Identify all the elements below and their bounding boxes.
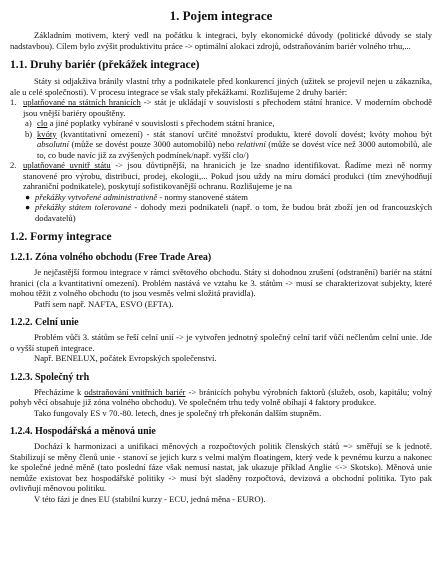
bullet-rest: - normy stanovené státem — [157, 191, 248, 202]
page-title: 1. Pojem integrace — [169, 8, 273, 23]
list-item-text — [23, 160, 432, 192]
sub-item-rest-a: (kvantitativní omezení) - stát stanoví určité množství produktu, které dovolí dovést; kvóty mohou být — [56, 128, 432, 139]
section-1-1-intro: Státy si odjakživa bránily vlastní trhy a podnikatele před konkurencí jiných (užitek se projevil nejen u zákazníka, ale u celé společnosti). V procesu integrace se však staly překážkami. Rozlišujeme 2 druhy bariér: — [10, 76, 432, 97]
sub-item-rest: a jiné poplatky vybírané v souvislosti s přechodem státní hranice, — [47, 118, 275, 128]
sub-item-italic-a: absolutní — [37, 139, 69, 149]
subsection-heading-1-2-2: 1.2.2. Celní unie — [10, 317, 79, 328]
bullet-item — [25, 192, 432, 203]
subsection-example: Např. BENELUX, počátek Evropských společenství. — [34, 353, 217, 363]
bullet-rest: - dohody mezi podnikateli (např. o tom, že budou brát zboží jen od francouzských dodavatelů) — [35, 202, 432, 223]
section-heading-1-2: 1.2. Formy integrace — [10, 231, 112, 243]
sub-item-text — [37, 129, 432, 161]
subsection-text — [10, 387, 432, 408]
sub-letter: a) — [25, 118, 32, 128]
list-item-text — [23, 97, 432, 118]
bullet-italic: překážky vytvořené administrativně — [35, 191, 158, 202]
subsection-example: Patří sem např. NAFTA, ESVO (EFTA). — [34, 298, 174, 309]
bullet-text — [35, 202, 432, 223]
underlined-term: odstraňování vnitřních bariér — [84, 386, 186, 397]
subsection-text: Dochází k harmonizaci a unifikaci měnových a rozpočtových politik členských států => směřují se k jednotě. Stabilizují se měny členů unie - stanoví se jejich kurz s velmi malým floatingem, který vede k pevnému kurzu a nakonec ke společné jedné měně (tato poslední fáze však nemusí nastat, jak ukazuje příklad Anglie <-> Skotsko). Měnová unie nemůže existovat bez hospodářské politiky -> musí být sladěny rozpočtová, devizová a obchodní politika. Tyto pak ovlivňují měnovou politiku. — [10, 441, 432, 493]
list-item-rest: -> jsou důvtipnější, na hranicích je lze snadno identifikovat. Řadíme mezi ně normy stanovené pro výrobu, distribuci, prodej, ekologii,... Pokud jsou uždy na míru domácí produkci (tím znevýhodňují zahraniční podnikatele), poskytují sofistikovanější ochranu. Rozlišujeme je na — [23, 160, 432, 191]
bullet-text — [35, 192, 248, 203]
subsection-text: Problém vůči 3. státům se řeší celní unií -> je vytvořen jednotný společný celní tarif vůči nečlenům celní unie. Jde o vyšší stupeň integrace. — [10, 332, 432, 353]
sub-letter: b) — [25, 128, 33, 139]
subsection-heading-1-2-1: 1.2.1. Zóna volného obchodu (Free Trade Area) — [10, 252, 212, 263]
text-part: -> bránicích pohybu výrobních faktorů (služeb, osob, kapitálu; volný pohyb věcí obsahuje již zóna volného obchodu). Ve společném trhu tedy volně obíhají 4 faktory produkce. — [10, 386, 432, 407]
intro-paragraph: Základním motivem, který vedl na počátku k integraci, byly ekonomické důvody (politické důvody se staly nadstavbou). Cílem bylo zvýšit produktivitu práce -> optimální alokaci zdrojů, odstraňováním bariér volného trhu,... — [10, 30, 432, 51]
list-item-label: uplatňované na státních hranicích — [23, 97, 141, 107]
subsection-example: Tako fungovaly ES v 70.-80. letech, dnes je společný trh překonán dalším stupněm. — [34, 407, 322, 418]
list-item — [10, 97, 432, 118]
list-item — [10, 160, 432, 192]
list-number: 2. — [10, 160, 17, 170]
sub-item-label: kvóty — [37, 128, 57, 139]
document-page — [10, 8, 432, 504]
sub-item-italic-b: relativní — [236, 139, 266, 149]
section-heading-1-1: 1.1. Druhy bariér (překážek integrace) — [10, 59, 200, 71]
subsection-heading-1-2-4: 1.2.4. Hospodářská a měnová unie — [10, 426, 156, 437]
subsection-example: V této fázi je dnes EU (stabilní kurzy - ECU, jedná měna - EURO). — [34, 493, 266, 504]
text-part: Přecházíme k — [34, 386, 85, 397]
list-item-label: uplatňované uvnitř státu — [23, 160, 111, 170]
sub-item-rest-c: (může se dovést více než 3000 automobilů, ale to, co bude navíc již za zvýšených podmínek/např. vyšší clo/) — [37, 139, 432, 160]
list-number: 1. — [10, 97, 17, 107]
sub-item-rest-b: (může se dovést pouze 3000 automobilů) nebo — [69, 139, 237, 149]
list-item-rest: -> stát je ukládají v souvislosti s přechodem státní hranice. V moderním obchodě jsou vnější bariéry opouštěny. — [23, 97, 432, 118]
sub-list-item — [25, 118, 432, 129]
subsection-text: Je nejčastější formou integrace v rámci světového obchodu. Státy si dohodnou zrušení (odstranění) bariér na státní hranici (cla a kvantitativní omezení). Problém nastává ve vztahu ke 3. státům -> musí se charakterizovat subjekty, které mohou těžit z volného obchodu (to jsou vesměs velmi složitá pravidla). — [10, 267, 432, 298]
sub-list-item — [25, 129, 432, 161]
bullet-icon: ● — [25, 202, 31, 212]
bullet-icon: ● — [25, 191, 31, 202]
bullet-item — [25, 202, 432, 223]
subsection-heading-1-2-3: 1.2.3. Společný trh — [10, 371, 90, 383]
bullet-italic: překážky státem tolerované — [35, 202, 132, 212]
sub-item-text — [37, 118, 274, 129]
sub-item-label: clo — [37, 118, 48, 128]
